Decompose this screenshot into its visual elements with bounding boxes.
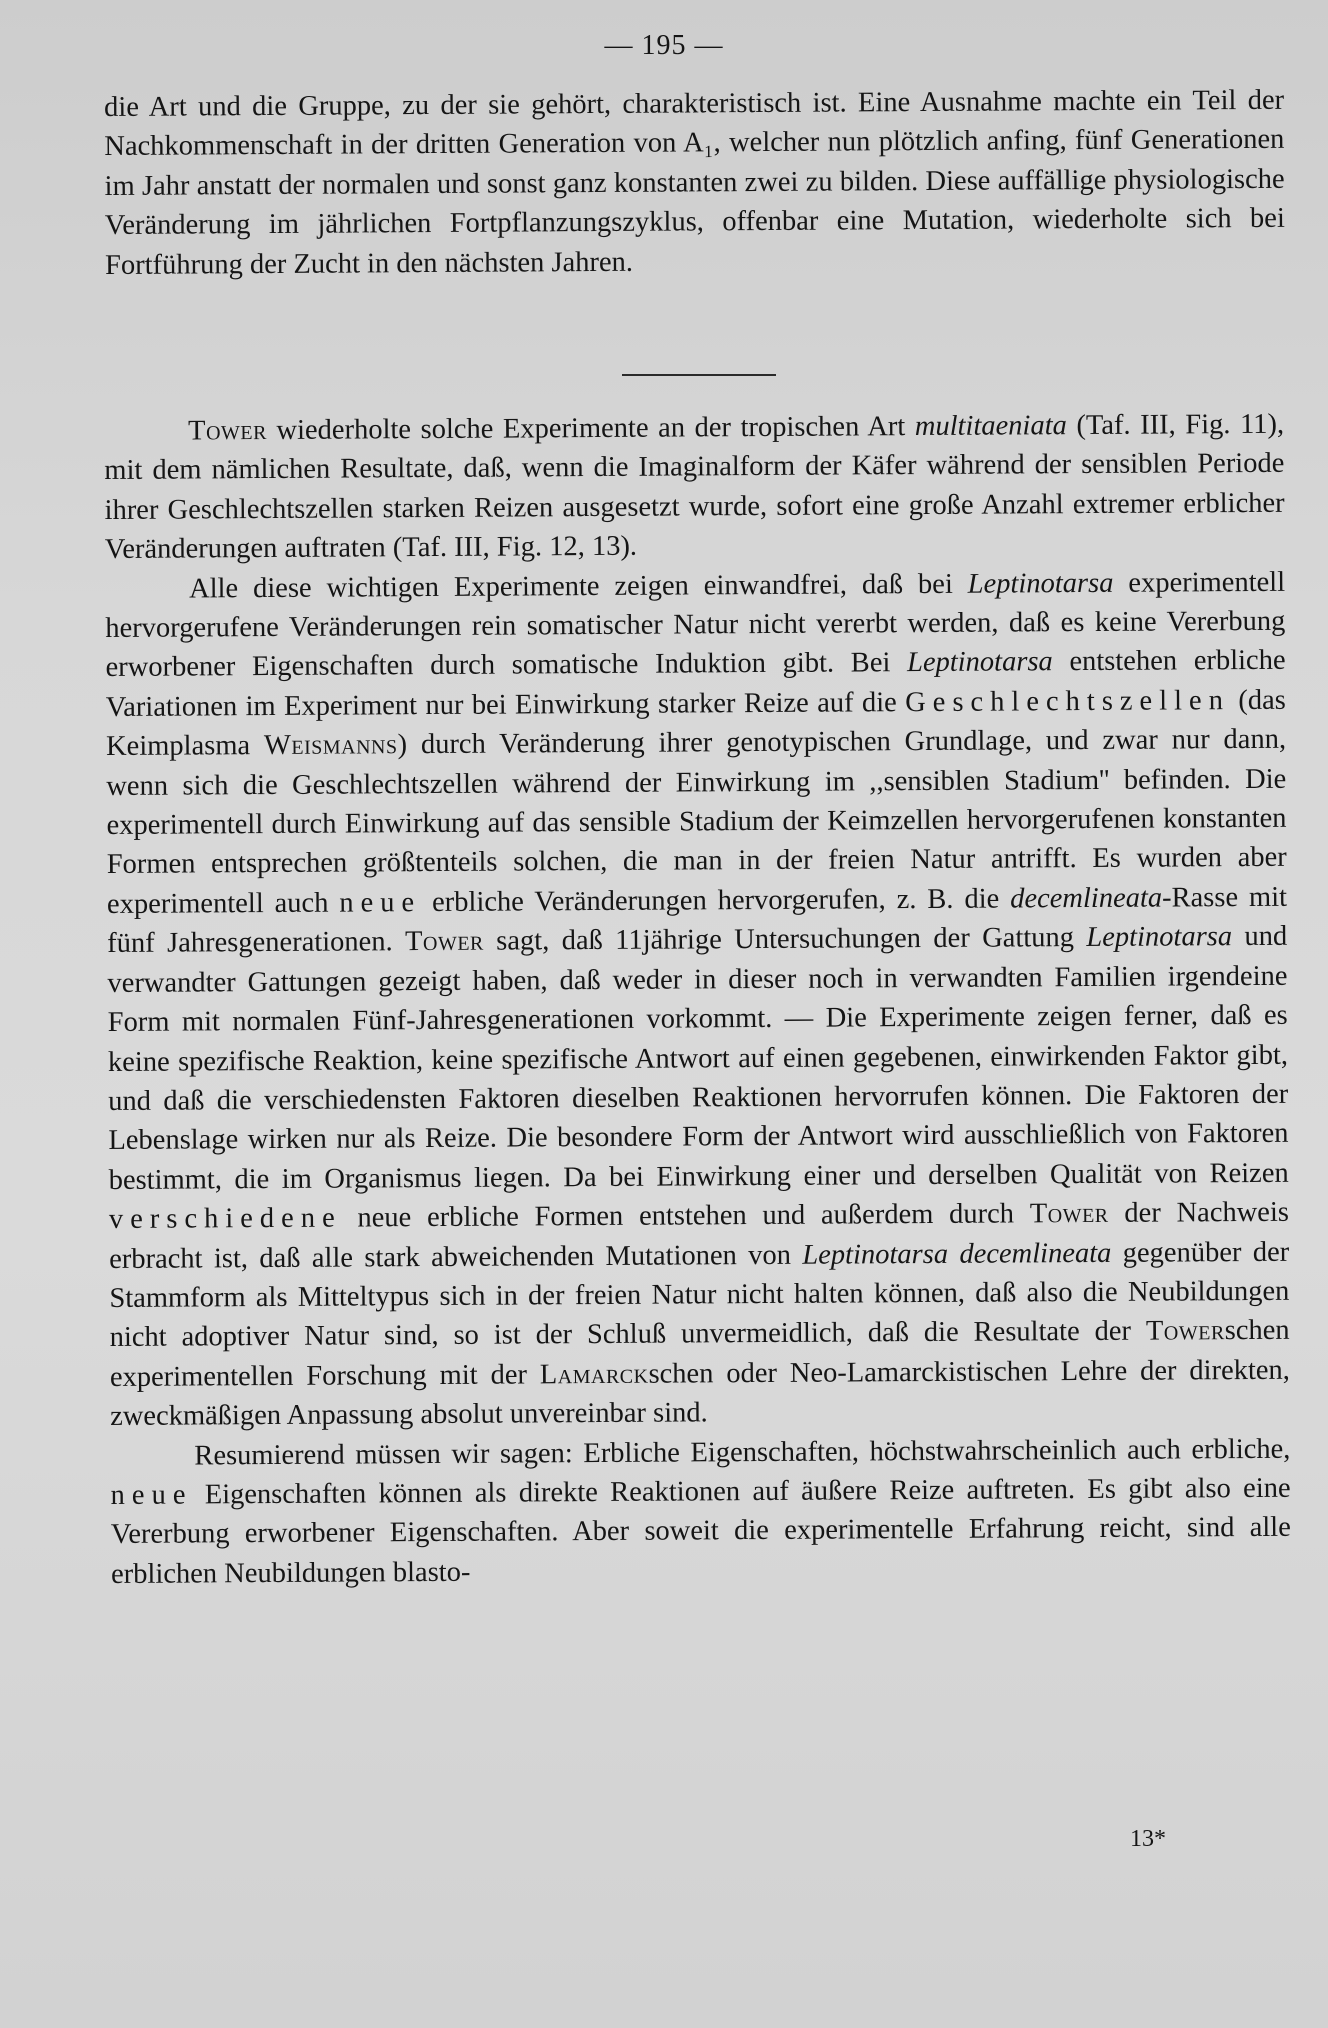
section-divider: [622, 374, 776, 376]
author-name-tower: Tower: [404, 925, 484, 958]
species-name: Leptinotarsa decemlineata: [802, 1237, 1112, 1271]
spaced-emphasis: Geschlechtszellen: [905, 684, 1230, 718]
text-run: Alle diese wichtigen Experimente zeigen einwandfrei, daß bei: [188, 568, 968, 605]
text-block-main: [104, 405, 1291, 1594]
text-run: experimentell hervorgerufene Veränderungen rein somatischer Natur nicht vererbt werden, daß es keine Vererbung erworbener Eigenschaften durch somatische Induktion gibt. Bei: [105, 566, 1286, 684]
text-run: und verwandter Gattungen gezeigt haben, daß weder in dieser noch in verwandten Familien irgendeine Form mit normalen Fünf-Jahresgenerationen vorkommt. — Die Experimente zeigen ferner, daß es keine spezifische Reaktion, keine spezifische Antwort auf einen gegebenen, einwirkenden Faktor gibt, und daß die verschiedensten Faktoren dieselben Reaktionen hervorrufen können. Die Faktoren der Lebenslage wirken nur als Reize. Die besondere Form der Antwort wird ausschließlich von Faktoren bestimmt, die im Organismus liegen. Da bei Einwirkung einer und derselben Qualität von Reizen: [107, 921, 1289, 1196]
paragraph-4: [110, 1429, 1291, 1594]
text-run: wiederholte solche Experimente an der tropischen Art: [266, 411, 915, 447]
author-name-tower: Tower: [1145, 1315, 1225, 1347]
spaced-emphasis: neue: [339, 886, 422, 919]
text-run: schen oder Neo-Lamarckistischen Lehre der direkten, zweckmäßigen Anpassung absolut unvereinbar sind.: [110, 1354, 1290, 1433]
species-name: decemlineata: [1010, 882, 1163, 915]
text-run: der Nachweis erbracht ist, daß alle stark abweichenden Mutationen von: [109, 1196, 1290, 1275]
text-run: sagt, daß 11jährige Untersuchungen der Gattung: [483, 922, 1087, 957]
paragraph-1: die Art und die Gruppe, zu der sie gehört, charakteristisch ist. Eine Ausnahme machte ein Teil der Nachkommenschaft in der dritten Generation von A₁, welcher nun plötzlich anfing, fünf Generationen im Jahr anstatt der normalen und sonst ganz konstanten zwei zu bilden. Diese auffällige physiologische Veränderung im jährlichen Fortpflanzungszyklus, offenbar eine Mutation, wiederholte sich bei Fortführung der Zucht in den nächsten Jahren.: [104, 84, 1285, 281]
author-name-lamarck: Lamarck: [539, 1358, 649, 1391]
text-run: erbliche Veränderungen hervorgerufen, z. B. die: [421, 883, 1011, 918]
paragraph-2: [104, 405, 1285, 570]
species-name: multitaeniata: [914, 410, 1067, 443]
text-run: Eigenschaften können als direkte Reaktionen auf äußere Reize auftreten. Es gibt also eine Vererbung erworbener Eigenschaften. Aber soweit die experimentelle Erfahrung reicht, sind alle erblichen Neubildungen blasto-: [110, 1472, 1291, 1590]
genus-name: Leptinotarsa: [1086, 921, 1233, 954]
genus-name: Leptinotarsa: [967, 567, 1114, 600]
author-name-weismann: Weismanns: [263, 729, 398, 762]
page-number: — 195 —: [604, 30, 724, 61]
text-block-top: [104, 81, 1285, 285]
genus-name: Leptinotarsa: [906, 646, 1053, 679]
signature-mark: 13*: [1130, 1826, 1166, 1852]
paragraph-3: [105, 562, 1290, 1436]
text-run: (Taf. III, Fig. 11), mit dem nämlichen Resultate, daß, wenn die Imaginalform der Käfer während der sensiblen Periode ihrer Geschlechtszellen starken Reizen ausgesetzt wurde, sofort eine große Anzahl extremer erblicher Veränderungen auftraten (Taf. III, Fig. 12, 13).: [104, 408, 1285, 566]
text-run: Resumierend müssen wir sagen: Erbliche Eigenschaften, höchstwahrscheinlich auch erbliche,: [194, 1433, 1291, 1472]
spaced-emphasis: neue: [110, 1479, 193, 1511]
text-run: entstehen erbliche Variationen im Experiment nur bei Einwirkung starker Reize auf die: [105, 645, 1286, 723]
text-run: gegenüber der Stammform als Mitteltypus sich in der freien Natur nicht halten können, daß also die Neubildungen nicht adoptiver Natur sind, so ist der Schluß unvermeidlich, daß die Resultate der: [109, 1236, 1290, 1354]
text-run: schen experimentellen Forschung mit der: [109, 1315, 1290, 1393]
text-run: ) durch Veränderung ihrer genotypischen Grundlage, und zwar nur dann, wenn sich die Geschlechtszellen während der Einwirkung im ,,sensiblen Stadium'' befinden. Die experimentell durch Einwirkung auf das sensible Stadium der Keimzellen hervorgerufenen konstanten Formen entsprechen größtenteils solchen, die man in der freien Natur antrifft. Es wurden aber experimentell auch: [106, 724, 1287, 920]
spaced-emphasis: verschiedene: [108, 1202, 342, 1236]
text-run: (das Keimplasma: [105, 684, 1286, 763]
text-run: -Rasse mit fünf Jahresgenerationen.: [107, 881, 1288, 960]
author-name-tower: Tower: [1029, 1198, 1109, 1230]
text-run: neue erbliche Formen entstehen und außerdem durch: [341, 1198, 1030, 1234]
author-name-tower: Tower: [188, 415, 268, 447]
